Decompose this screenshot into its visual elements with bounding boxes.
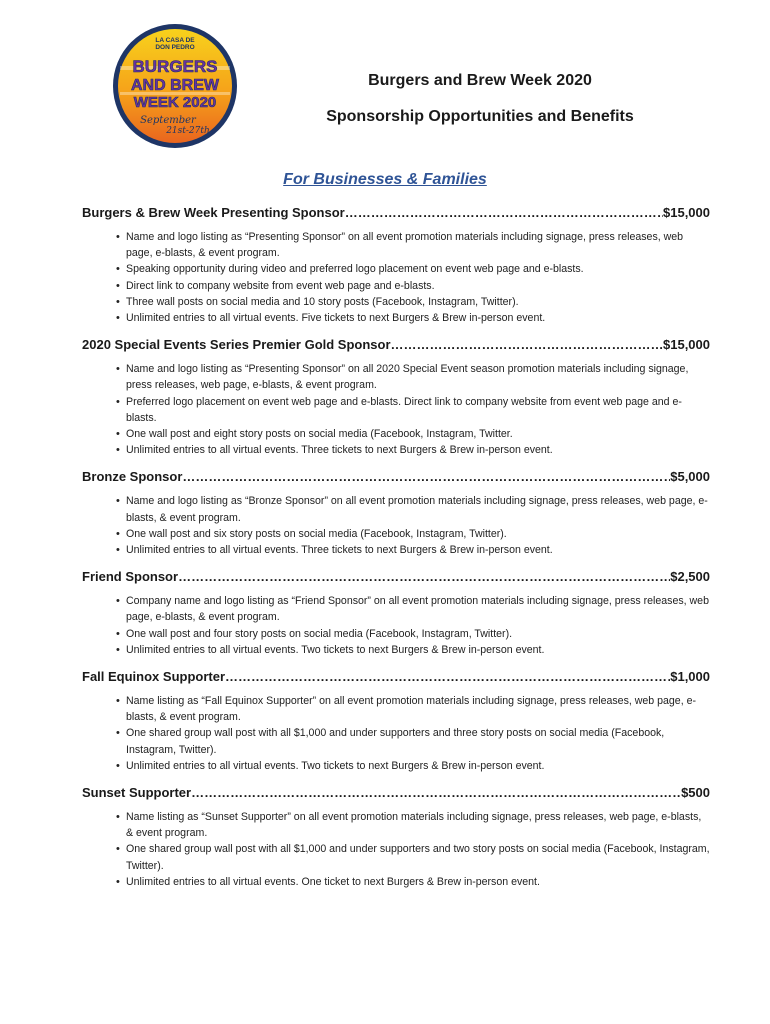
tier-fall-equinox-supporter (82, 669, 710, 774)
tier-heading (82, 569, 710, 584)
dot-leader (391, 337, 663, 352)
benefit-item: • Unlimited entries to all virtual events. Three tickets to next Burgers & Brew in-person event. (126, 442, 710, 458)
tier-heading (82, 785, 710, 800)
tier-premier-gold-sponsor (82, 337, 710, 458)
benefit-item: • Name listing as “Fall Equinox Supporter” on all event promotion materials including signage, press releases, web page, e-blasts, & event program. (126, 693, 710, 725)
event-logo (108, 22, 242, 150)
dot-leader (178, 569, 670, 584)
benefit-list (82, 809, 710, 890)
dot-leader (182, 469, 670, 484)
tier-bronze-sponsor (82, 469, 710, 558)
tier-price: $15,000 (663, 205, 710, 220)
benefit-list (82, 593, 710, 658)
benefit-item: • Name and logo listing as “Presenting Sponsor” on all event promotion materials including signage, press releases, web page, e-blasts, & event program. (126, 229, 710, 261)
sponsorship-tiers (82, 205, 710, 901)
tier-name: Sunset Supporter (82, 785, 192, 801)
tier-price: $1,000 (670, 669, 710, 685)
benefit-item: • One wall post and eight story posts on social media (Facebook, Instagram, Twitter. (126, 426, 710, 442)
tier-price: $15,000 (663, 337, 710, 353)
page-title: Burgers and Brew Week 2020 (368, 72, 592, 89)
benefit-list (82, 361, 710, 458)
benefit-item: • Direct link to company website from event web page and e-blasts. (126, 278, 710, 294)
tier-heading (82, 205, 710, 220)
benefit-item: • Unlimited entries to all virtual events. Two tickets to next Burgers & Brew in-person event. (126, 758, 710, 774)
header (300, 72, 660, 126)
tier-heading (82, 337, 710, 352)
benefit-list (82, 229, 710, 326)
tier-heading (82, 669, 710, 684)
dot-leader (191, 785, 681, 800)
section-heading: For Businesses & Families (283, 171, 487, 188)
dot-leader (225, 669, 670, 684)
logo-line2: AND BREW (131, 77, 219, 94)
tier-price: $2,500 (670, 569, 710, 585)
tier-name: Fall Equinox Supporter (82, 669, 226, 685)
page-subtitle: Sponsorship Opportunities and Benefits (326, 108, 634, 125)
benefit-item: • Unlimited entries to all virtual events. Five tickets to next Burgers & Brew in-person event. (126, 310, 710, 326)
benefit-item: • One wall post and six story posts on social media (Facebook, Instagram, Twitter). (126, 526, 710, 542)
tier-heading (82, 469, 710, 484)
benefit-item: • Company name and logo listing as “Friend Sponsor” on all event promotion materials including signage, press releases, web page, e-blasts, & event program. (126, 593, 710, 625)
benefit-item: • Speaking opportunity during video and preferred logo placement on event web page and e-blasts. (126, 261, 710, 277)
logo-line3: WEEK 2020 (133, 94, 217, 111)
tier-name: Bronze Sponsor (82, 469, 183, 485)
benefit-item: • Unlimited entries to all virtual events. Two tickets to next Burgers & Brew in-person event. (126, 642, 710, 658)
benefit-list (82, 493, 710, 558)
tier-sunset-supporter (82, 785, 710, 890)
tier-name: 2020 Special Events Series Premier Gold Sponsor (82, 337, 391, 353)
benefit-item: • Name listing as “Sunset Supporter” on all event promotion materials including signage, press releases, web page, e-blasts, & event program. (126, 809, 710, 841)
logo-top-text-2: DON PEDRO (155, 44, 195, 51)
benefit-item: • Unlimited entries to all virtual events. Three tickets to next Burgers & Brew in-person event. (126, 542, 710, 558)
tier-friend-sponsor (82, 569, 710, 658)
tier-price: $5,000 (670, 469, 710, 485)
benefit-item: • Unlimited entries to all virtual events. One ticket to next Burgers & Brew in-person event. (126, 874, 710, 890)
logo-top-text: LA CASA DE (155, 37, 195, 44)
tier-name: Friend Sponsor (82, 569, 179, 585)
tier-presenting-sponsor (82, 205, 710, 326)
benefit-item: • Name and logo listing as “Presenting Sponsor” on all 2020 Special Event season promotion materials including signage, press releases, web page, e-blasts, & event program. (126, 361, 710, 393)
dot-leader (345, 205, 663, 220)
benefit-item: • Three wall posts on social media and 10 story posts (Facebook, Instagram, Twitter). (126, 294, 710, 310)
tier-name: Burgers & Brew Week Presenting Sponsor (82, 205, 345, 220)
benefit-item: • Name and logo listing as “Bronze Sponsor” on all event promotion materials including signage, press releases, web page, e-blasts, & event program. (126, 493, 710, 525)
benefit-item: • One shared group wall post with all $1,000 and under supporters and two story posts on social media (Facebook, Instagram, Twitter). (126, 841, 710, 873)
tier-price: $500 (681, 785, 710, 801)
logo-line1: BURGERS (132, 57, 218, 76)
benefit-item: • One shared group wall post with all $1,000 and under supporters and three story posts on social media (Facebook, Instagram, Twitter). (126, 725, 710, 757)
logo-script-2: 21st-27th (166, 126, 210, 136)
logo-script-1: September (140, 115, 196, 126)
benefit-item: • Preferred logo placement on event web page and e-blasts. Direct link to company website from event web page and e-blasts. (126, 394, 710, 426)
benefit-list (82, 693, 710, 774)
benefit-item: • One wall post and four story posts on social media (Facebook, Instagram, Twitter). (126, 626, 710, 642)
